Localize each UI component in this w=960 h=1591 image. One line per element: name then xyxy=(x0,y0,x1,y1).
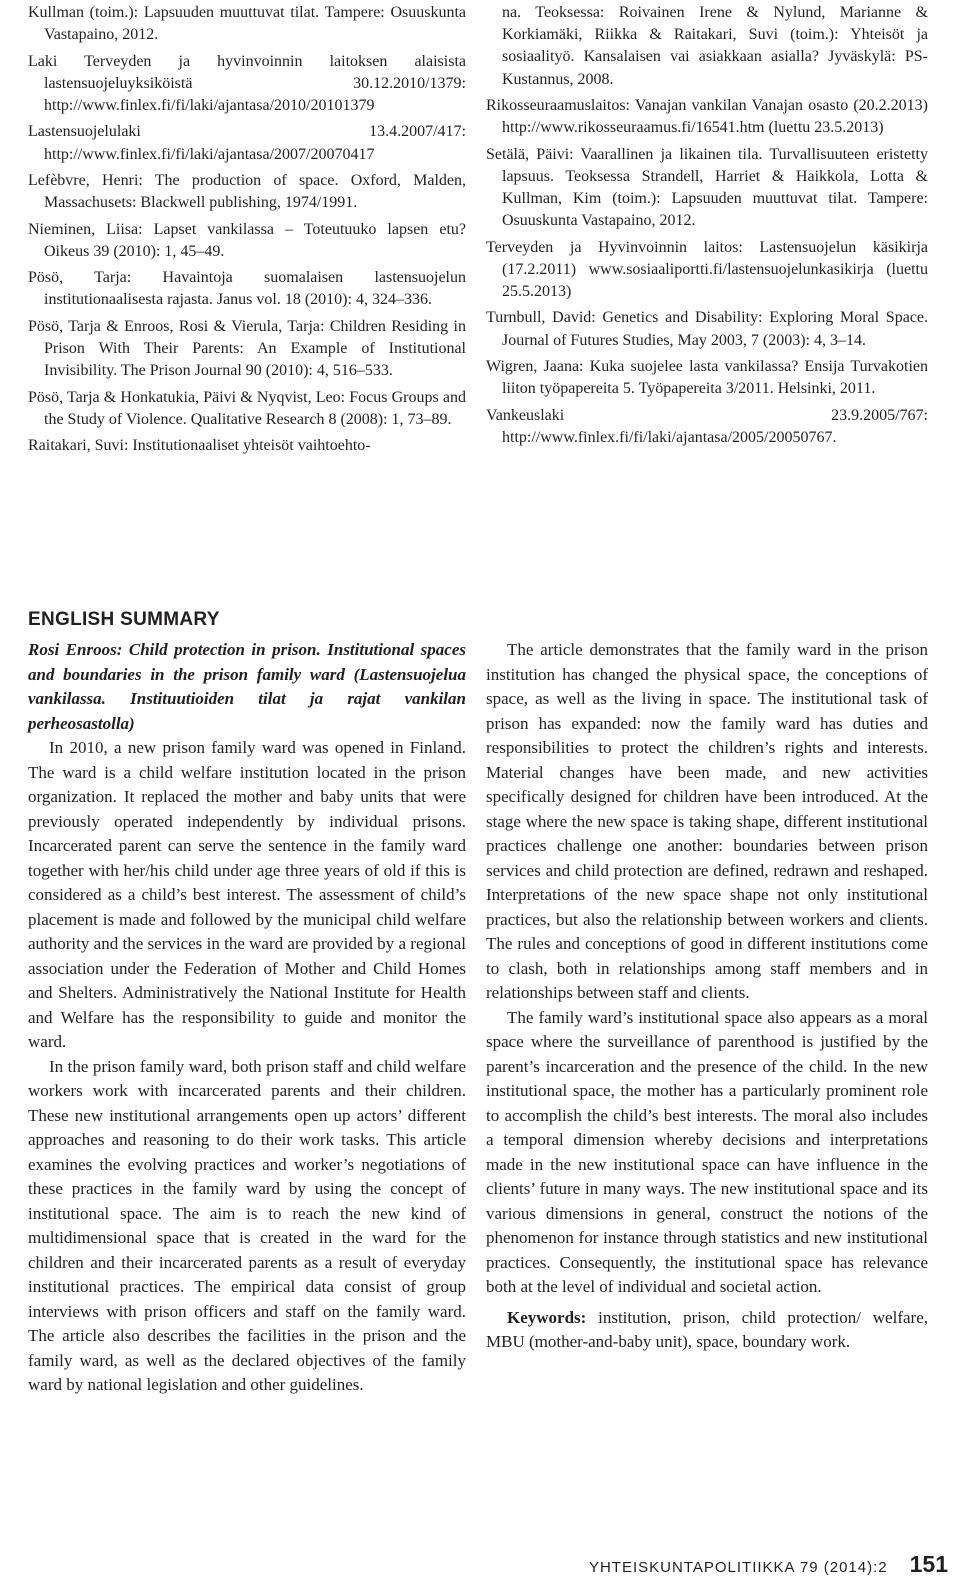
reference-item: Lefèbvre, Henri: The production of space. Oxford, Malden, Massachusets: Blackwell publishing, 1974/1991. xyxy=(28,171,466,212)
keywords-label: Keywords: xyxy=(507,1307,587,1327)
reference-item: Laki Terveyden ja hyvinvoinnin laitoksen alaisista lastensuojeluyksiköistä 30.12.2010/1379: http://www.finlex.fi/fi/laki/ajantasa/2010/20101379 xyxy=(28,52,466,114)
references-left-column xyxy=(28,2,466,462)
summary-paragraph: The article demonstrates that the family ward in the prison institution has changed the physical space, the conceptions of space, as well as the living in space. The institutional task of prison has expanded: now the family ward has duties and responsibilities to protect the children’s rights and interests. Material changes have been made, and new activities specifically designed for children have been introduced. At the stage where the new space is taking shape, different institutional practices challenge one another: boundaries between prison services and child protection are defined, redrawn and reshaped. Interpretations of the new space shape not only institutional practices, but also the relationship between workers and clients. The rules and conceptions of good in different institutions come to clash, both in relationships among staff members and in relationships between staff and clients. xyxy=(486,640,928,1002)
reference-item: Setälä, Päivi: Vaarallinen ja likainen tila. Turvallisuuteen eristetty lapsuus. Teoksessa Strandell, Harriet & Haikkola, Lotta & Kullman, Kim (toim.): Lapsuuden muuttuvat tilat. Tampere: Osuuskunta Vastapaino, 2012. xyxy=(486,145,928,230)
summary-left-column xyxy=(28,638,466,1398)
reference-item: Wigren, Jaana: Kuka suojelee lasta vankilassa? Ensija Turvakotien liiton työpapereita 5. Työpapereita 3/2011. Helsinki, 2011. xyxy=(486,357,928,398)
summary-paragraph: In the prison family ward, both prison staff and child welfare workers work with incarcerated parents and their children. These new institutional arrangements open up actors’ different approaches and reasoning to do their work tasks. This article examines the evolving practices and worker’s negotiations of these practices in the family ward by using the concept of institutional space. The aim is to reach the new kind of multidimensional space that is created in the ward for the children and their incarcerated parents as a result of everyday institutional practices. The empirical data consist of group interviews with prison officers and staff on the family ward. The article also describes the facilities in the prison and the family ward, as well as the declared objectives of the family ward by national legislation and other guidelines. xyxy=(28,1056,466,1394)
summary-heading: ENGLISH SUMMARY xyxy=(28,609,220,630)
reference-item: Pösö, Tarja: Havaintoja suomalaisen lastensuojelun institutionaalisesta rajasta. Janus vol. 18 (2010): 4, 324–336. xyxy=(28,269,466,309)
reference-item: Vankeuslaki 23.9.2005/767: http://www.finlex.fi/fi/laki/ajantasa/2005/20050767. xyxy=(486,406,928,446)
reference-item: Nieminen, Liisa: Lapset vankilassa – Toteutuuko lapsen etu? Oikeus 39 (2010): 1, 45–49. xyxy=(28,220,466,260)
page-number: 151 xyxy=(909,1551,948,1577)
reference-item: Pösö, Tarja & Honkatukia, Päivi & Nyqvist, Leo: Focus Groups and the Study of Violence. Qualitative Research 8 (2008): 1, 73–89. xyxy=(28,388,466,428)
reference-item: Kullman (toim.): Lapsuuden muuttuvat tilat. Tampere: Osuuskunta Vastapaino, 2012. xyxy=(28,4,466,44)
reference-continuation: na. Teoksessa: Roivainen Irene & Nylund, Marianne & Korkiamäki, Riikka & Raitakari, Suvi (toim.): Yhteisöt ja sosiaalityö. Kansalaisen vai asiakkaan asialla? Jyväskylä: PS-Kustannus, 2008. xyxy=(502,4,928,88)
reference-item: Pösö, Tarja & Enroos, Rosi & Vierula, Tarja: Children Residing in Prison With Their Parents: An Example of Institutional Invisibility. The Prison Journal 90 (2010): 4, 516–533. xyxy=(28,317,466,380)
page-footer xyxy=(589,1551,948,1578)
reference-item: Rikosseuraamuslaitos: Vanajan vankilan Vanajan osasto (20.2.2013) http://www.rikosseuraamus.fi/16541.htm (luettu 23.5.2013) xyxy=(486,97,928,137)
reference-item: Raitakari, Suvi: Institutionaaliset yhteisöt vaihtoehto- xyxy=(28,437,371,455)
reference-item: Lastensuojelulaki 13.4.2007/417: http://www.finlex.fi/fi/laki/ajantasa/2007/20070417 xyxy=(28,123,466,163)
summary-paragraph: In 2010, a new prison family ward was opened in Finland. The ward is a child welfare institution located in the prison organization. It replaced the mother and baby units that were previously operated independently by individual prisons. Incarcerated parent can serve the sentence in the family ward together with her/his child under age three years of old if this is considered as a child’s best interest. The assessment of child’s placement is made and followed by the municipal child welfare authority and the services in the ward are provided by a regional association under the Federation of Mother and Child Homes and Shelters. Administratively the National Institute for Health and Welfare has the responsibility to guide and monitor the ward. xyxy=(28,738,466,1051)
reference-item: Turnbull, David: Genetics and Disability: Exploring Moral Space. Journal of Futures Studies, May 2003, 7 (2003): 4, 3–14. xyxy=(486,309,928,349)
reference-item: Terveyden ja Hyvinvoinnin laitos: Lastensuojelun käsikirja (17.2.2011) www.sosiaaliportti.fi/lastensuojelunkasikirja (luettu 25.5.2013) xyxy=(486,238,928,300)
summary-right-column xyxy=(486,638,928,1355)
keywords-paragraph xyxy=(486,1306,928,1355)
summary-subtitle: Rosi Enroos: Child protection in prison. Institutional spaces and boundaries in the prison family ward (Lastensuojelua vankilassa. Instituutioiden tilat ja rajat vankilan perheosastolla) xyxy=(28,640,466,733)
summary-paragraph: The family ward’s institutional space also appears as a moral space where the surveillance of parenthood is justified by the parent’s incarceration and the presence of the child. In the new institutional space, the mother has a particularly prominent role to accomplish the child’s best interests. The moral also includes a temporal dimension whereby decisions and interpretations made in the new institutional space can have influence in the clients’ future in many ways. The new institutional space and its various dimensions in general, construct the notions of the phenomenon for instance through statistics and new institutional practices. Consequently, the institutional space has relevance both at the level of individual and societal action. xyxy=(486,1007,928,1296)
references-right-column xyxy=(486,2,928,453)
keywords-text: institution, prison, child protection/ welfare, MBU (mother-and-baby unit), space, boundary work. xyxy=(486,1307,928,1351)
journal-name: YHTEISKUNTAPOLITIIKKA 79 (2014):2 xyxy=(588,1559,888,1576)
